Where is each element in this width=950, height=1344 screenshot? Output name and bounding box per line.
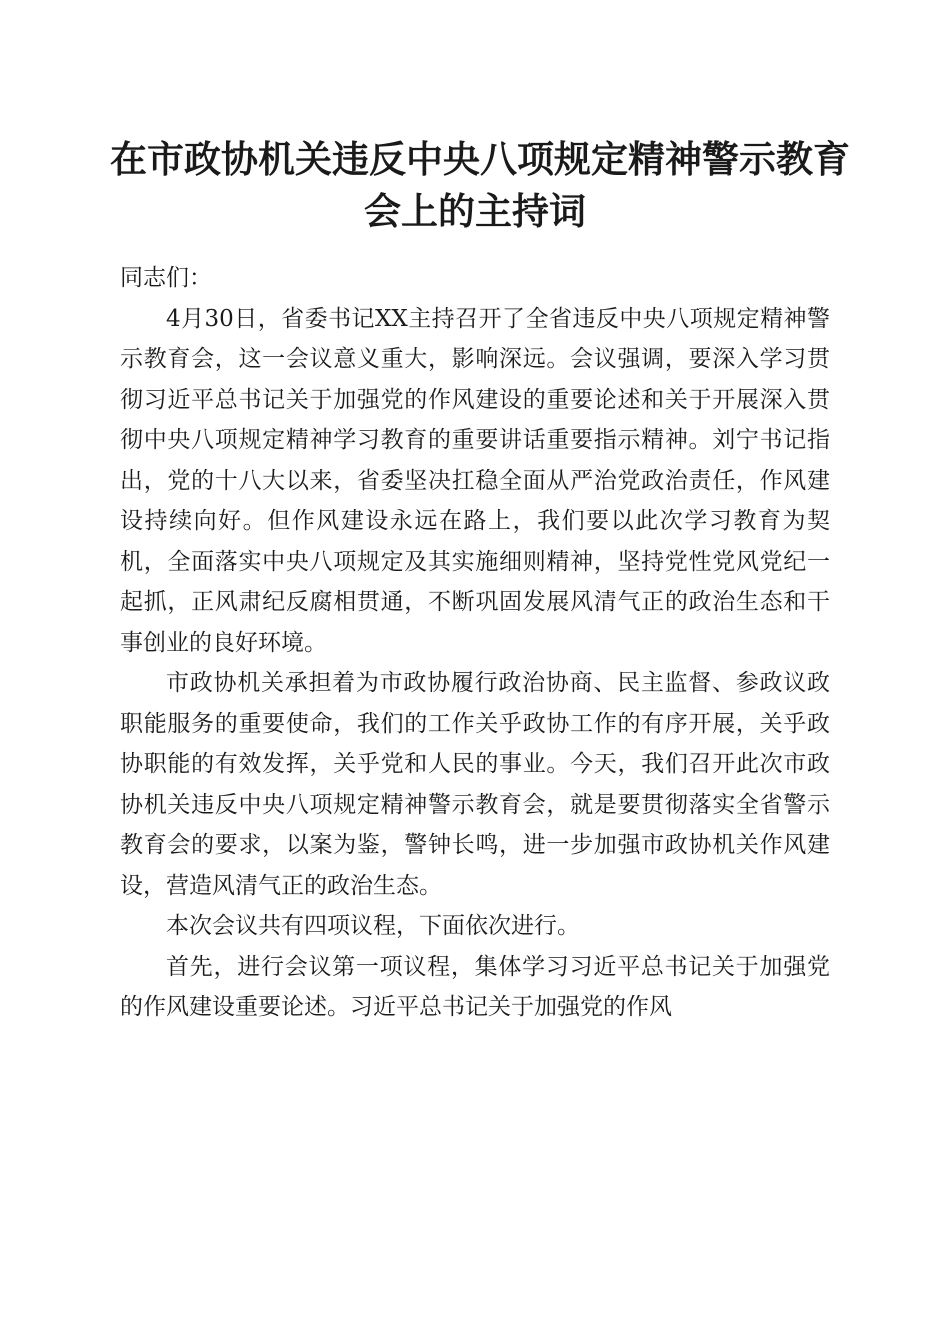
- title-line-1: 在市政协机关违反中央八项规定精神警示教育: [110, 137, 850, 181]
- paragraph-1: 4月30日，省委书记XX主持召开了全省违反中央八项规定精神警示教育会，这一会议意义重大，影响深远。会议强调，要深入学习贯彻习近平总书记关于加强党的作风建设的重要论述和关于开展深入贯彻中央八项规定精神学习教育的重要讲话重要指示精神。刘宁书记指出，党的十八大以来，省委坚决扛稳全面从严治党政治责任，作风建设持续向好。但作风建设永远在路上，我们要以此次学习教育为契机，全面落实中央八项规定及其实施细则精神，坚持党性党风党纪一起抓，正风肃纪反腐相贯通，不断巩固发展风清气正的政治生态和干事创业的良好环境。: [120, 305, 830, 656]
- document-body: [120, 258, 830, 1028]
- paragraph-3: 本次会议共有四项议程，下面依次进行。: [166, 913, 580, 939]
- paragraph-2: 市政协机关承担着为市政协履行政治协商、民主监督、参政议政职能服务的重要使命，我们的工作关乎政协工作的有序开展，关乎政协职能的有效发挥，关乎党和人民的事业。今天，我们召开此次市政协机关违反中央八项规定精神警示教育会，就是要贯彻落实全省警示教育会的要求，以案为鉴，警钟长鸣，进一步加强市政协机关作风建设，营造风清气正的政治生态。: [120, 670, 830, 899]
- title-line-2: 会上的主持词: [364, 189, 586, 233]
- paragraph-4: 首先，进行会议第一项议程，集体学习习近平总书记关于加强党的作风建设重要论述。习近平总书记关于加强党的作风: [120, 953, 830, 1020]
- salutation: 同志们：: [120, 265, 212, 291]
- document-title: [110, 133, 850, 237]
